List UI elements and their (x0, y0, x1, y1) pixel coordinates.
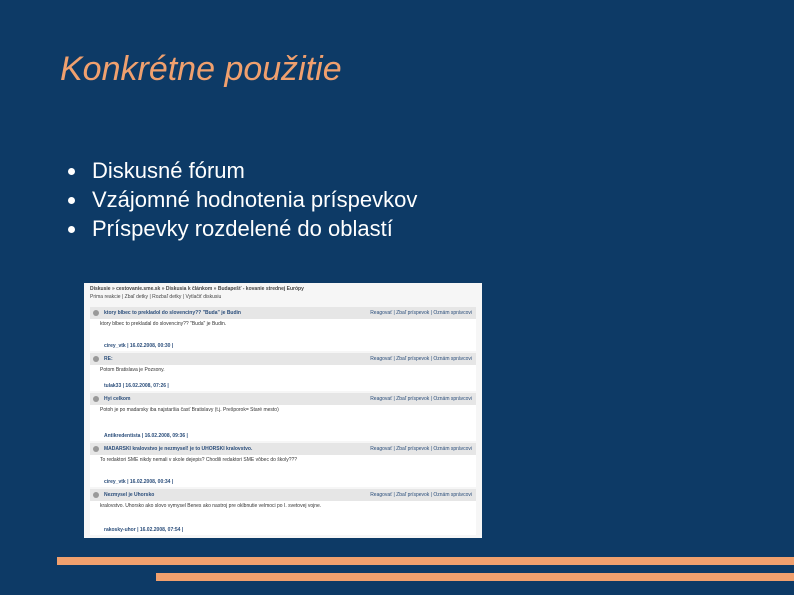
post-actions: Reagovať | Zbaľ príspevok | Oznám správcovi (370, 446, 472, 452)
post-header (90, 443, 476, 455)
post-body: kralovstvo. Uhorsko ako slovo vymysel Benes ako nastroj pre oklbnutie velmoci po I. svetovej vojne. (100, 503, 322, 509)
post-icon (93, 492, 99, 498)
bullet-text: Vzájomné hodnotenia príspevkov (92, 187, 418, 212)
post-icon (93, 356, 99, 362)
slide-title: Konkrétne použitie (60, 50, 342, 88)
bullet-item (68, 185, 417, 214)
post-body: Potom Bratislava je Pozsony. (100, 367, 165, 373)
post-title: Hyi celkom (104, 396, 131, 402)
forum-nav: Prima reakcie | Zbaľ detky | Rozbaľ detky | Vytlačiť diskusiu (90, 294, 222, 300)
accent-bar-top (57, 557, 794, 565)
post-actions: Reagovať | Zbaľ príspevok | Oznám správcovi (370, 492, 472, 498)
bullet-dot-icon (68, 226, 75, 233)
post-icon (93, 310, 99, 316)
bullet-text: Diskusné fórum (92, 158, 245, 183)
post-actions: Reagovať | Zbaľ príspevok | Oznám správcovi (370, 396, 472, 402)
post-header (90, 489, 476, 501)
forum-breadcrumb: Diskusie » cestovanie.sme.sk » Diskusia k článkom » Budapešť - kovanie strednej Európy (90, 286, 304, 292)
post-header (90, 393, 476, 405)
post-body: To redaktori SME nikdy nemali v skole dejepis? Chodili redaktori SME vôbec do školy??? (100, 457, 298, 463)
bullet-dot-icon (68, 168, 75, 175)
post-title: Nezmysel je Uhorsko (104, 492, 155, 498)
post-header (90, 353, 476, 365)
bullet-item (68, 156, 417, 185)
post-footer: Antikredentista | 16.02.2008, 09:36 | (104, 433, 188, 439)
bullet-dot-icon (68, 197, 75, 204)
post-icon (93, 446, 99, 452)
forum-post (90, 443, 476, 487)
forum-post (90, 489, 476, 535)
bullet-text: Príspevky rozdelené do oblastí (92, 216, 393, 241)
forum-screenshot (84, 283, 482, 538)
post-header (90, 307, 476, 319)
post-body: ktory blbec to prekladal do slovenciny?? "Buda" je Budin. (100, 321, 227, 327)
post-body: Potoh je po madarsky iba najstaršia časť Bratislavy (t.j. Prešporok= Staré mesto) (100, 407, 279, 413)
forum-post (90, 393, 476, 441)
forum-post (90, 307, 476, 351)
post-footer: tulak33 | 16.02.2008, 07:26 | (104, 383, 169, 389)
post-title: ktory blbec to prekladol do slovenciny?? "Buda" je Budin (104, 310, 241, 316)
post-footer: rakosky-uhor | 16.02.2008, 07:54 | (104, 527, 184, 533)
post-actions: Reagovať | Zbaľ príspevok | Oznám správcovi (370, 310, 472, 316)
post-icon (93, 396, 99, 402)
bullet-list (68, 156, 417, 243)
post-footer: cirey_vtk | 16.02.2008, 00:34 | (104, 479, 174, 485)
post-title: MADARSKI kralovstvo je nezmysel! je to UHORSKI kralovstvo. (104, 446, 253, 452)
post-actions: Reagovať | Zbaľ príspevok | Oznám správcovi (370, 356, 472, 362)
post-footer: cirey_vtk | 16.02.2008, 00:30 | (104, 343, 174, 349)
forum-post (90, 353, 476, 391)
post-title: RE: (104, 356, 113, 362)
accent-bar-bottom (156, 573, 794, 581)
bullet-item (68, 214, 417, 243)
